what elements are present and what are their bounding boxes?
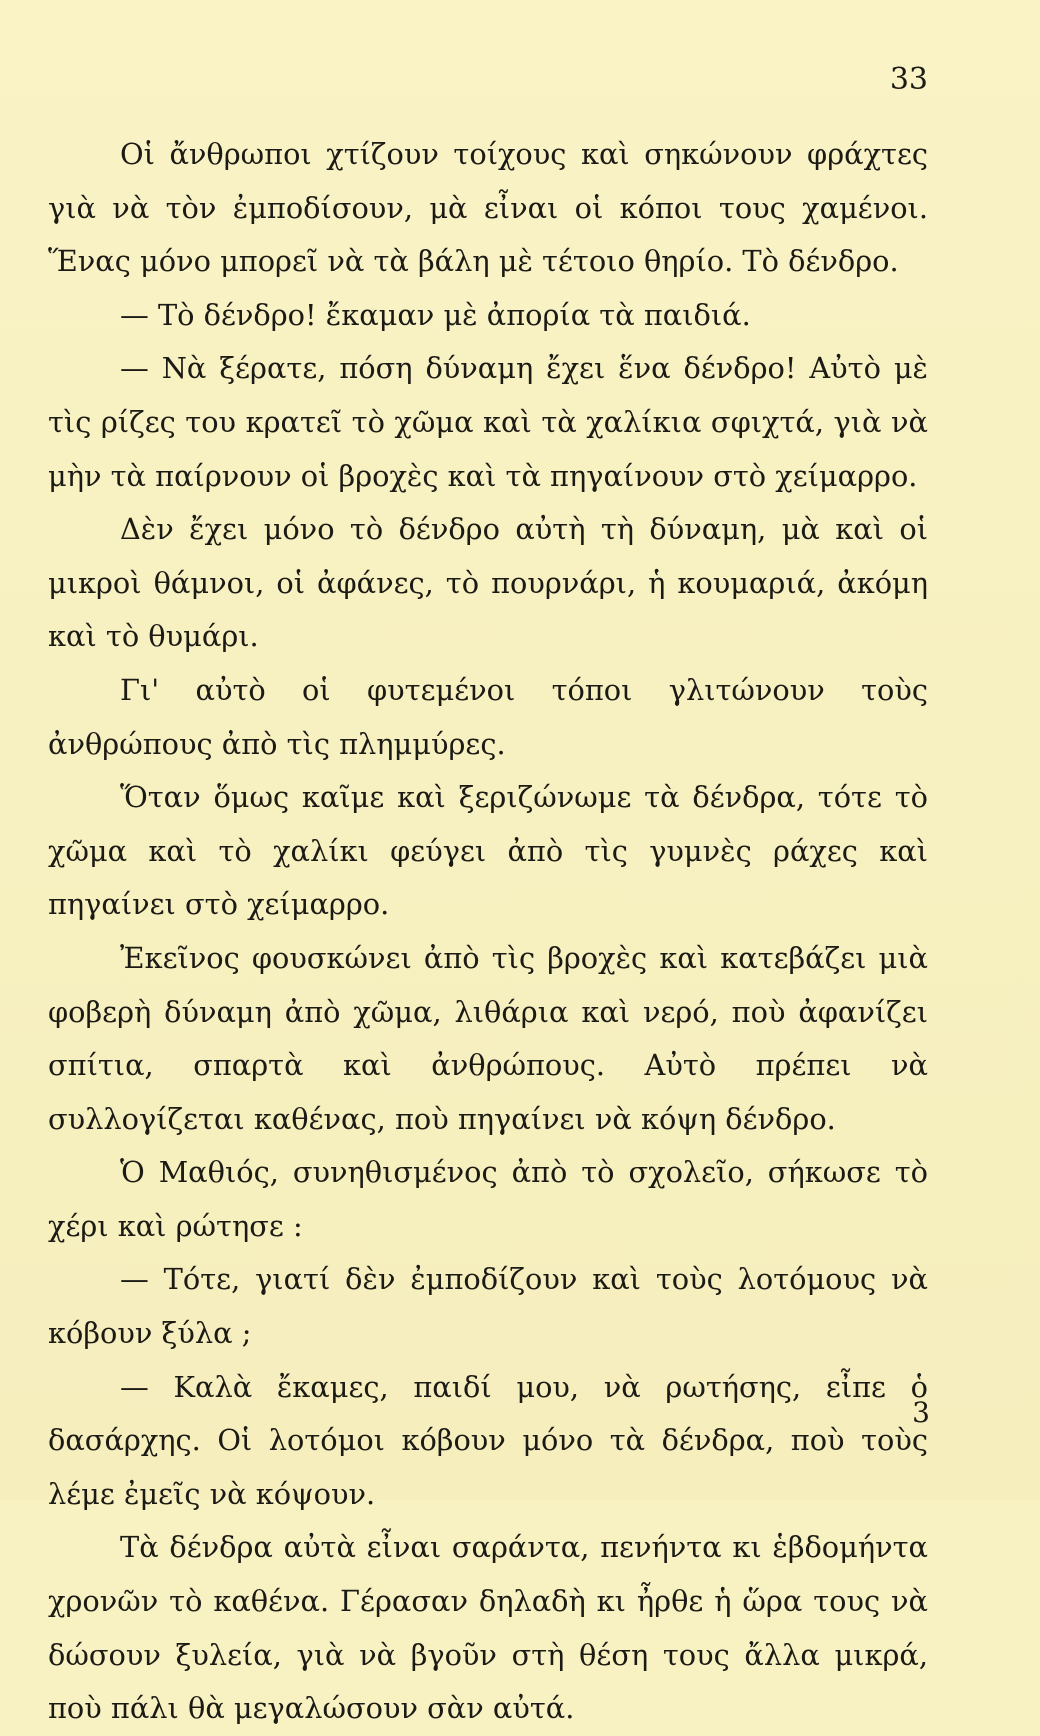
body-text — [48, 128, 928, 1736]
paragraph-4: Δὲν ἔχει μόνο τὸ δένδρο αὐτὴ τὴ δύναμη, μὰ καὶ οἱ μικροὶ θάμνοι, οἱ ἀφάνες, τὸ πουρνάρι, ἡ κουμαριά, ἀκόμη καὶ τὸ θυμάρι. — [48, 512, 928, 654]
paragraph-8: Ὁ Μαθιός, συνηθισμένος ἀπὸ τὸ σχολεῖο, σήκωσε τὸ χέρι καὶ ρώτησε : — [48, 1155, 928, 1243]
paragraph-3: — Νὰ ξέρατε, πόση δύναμη ἔχει ἕνα δένδρο! Αὐτὸ μὲ τὶς ρίζες του κρατεῖ τὸ χῶμα καὶ τὰ χαλίκια σφιχτά, γιὰ νὰ μὴν τὰ παίρνουν οἱ βροχὲς καὶ τὰ πηγαίνουν στὸ χείμαρρο. — [48, 351, 928, 493]
signature-mark: 3 — [912, 1396, 930, 1429]
paragraph-7: Ἐκεῖνος φουσκώνει ἀπὸ τὶς βροχὲς καὶ κατεβάζει μιὰ φοβερὴ δύναμη ἀπὸ χῶμα, λιθάρια καὶ νερό, ποὺ ἀφανίζει σπίτια, σπαρτὰ καὶ ἀνθρώπους. Αὐτὸ πρέπει νὰ συλλογίζεται καθένας, ποὺ πηγαίνει νὰ κόψη δένδρο. — [48, 940, 928, 1136]
paragraph-9: — Τότε, γιατί δὲν ἐμποδίζουν καὶ τοὺς λοτόμους νὰ κόβουν ξύλα ; — [48, 1262, 928, 1351]
page-number: 33 — [889, 62, 928, 97]
paragraph-10: — Καλὰ ἔκαμες, παιδί μου, νὰ ρωτήσης, εἶπε ὁ δασάρχης. Οἱ λοτόμοι κόβουν μόνο τὰ δένδρα, ποὺ τοὺς λέμε ἐμεῖς νὰ κόψουν. — [48, 1369, 928, 1511]
paragraph-5: Γι' αὐτὸ οἱ φυτεμένοι τόποι γλιτώνουν τοὺς ἀνθρώπους ἀπὸ τὶς πλημμύρες. — [48, 672, 928, 761]
paragraph-6: Ὅταν ὅμως καῖμε καὶ ξεριζώνωμε τὰ δένδρα, τότε τὸ χῶμα καὶ τὸ χαλίκι φεύγει ἀπὸ τὶς γυμνὲς ράχες καὶ πηγαίνει στὸ χείμαρρο. — [48, 780, 928, 922]
paragraph-2: — Τὸ δένδρο! ἔκαμαν μὲ ἀπορία τὰ παιδιά. — [120, 297, 751, 332]
paragraph-1: Οἱ ἄνθρωποι χτίζουν τοίχους καὶ σηκώνουν φράχτες γιὰ νὰ τὸν ἐμποδίσουν, μὰ εἶναι οἱ κόποι τους χαμένοι. Ἕνας μόνο μπορεῖ νὰ τὰ βάλη μὲ τέτοιο θηρίο. Τὸ δένδρο. — [48, 137, 928, 279]
paragraph-11: Τὰ δένδρα αὐτὰ εἶναι σαράντα, πενήντα κι ἑβδομήντα χρονῶν τὸ καθένα. Γέρασαν δηλαδὴ κι ἦρθε ἡ ὥρα τους νὰ δώσουν ξυλεία, γιὰ νὰ βγοῦν στὴ θέση τους ἄλλα μικρά, ποὺ πάλι θὰ μεγαλώσουν σὰν αὐτά. — [48, 1530, 928, 1726]
